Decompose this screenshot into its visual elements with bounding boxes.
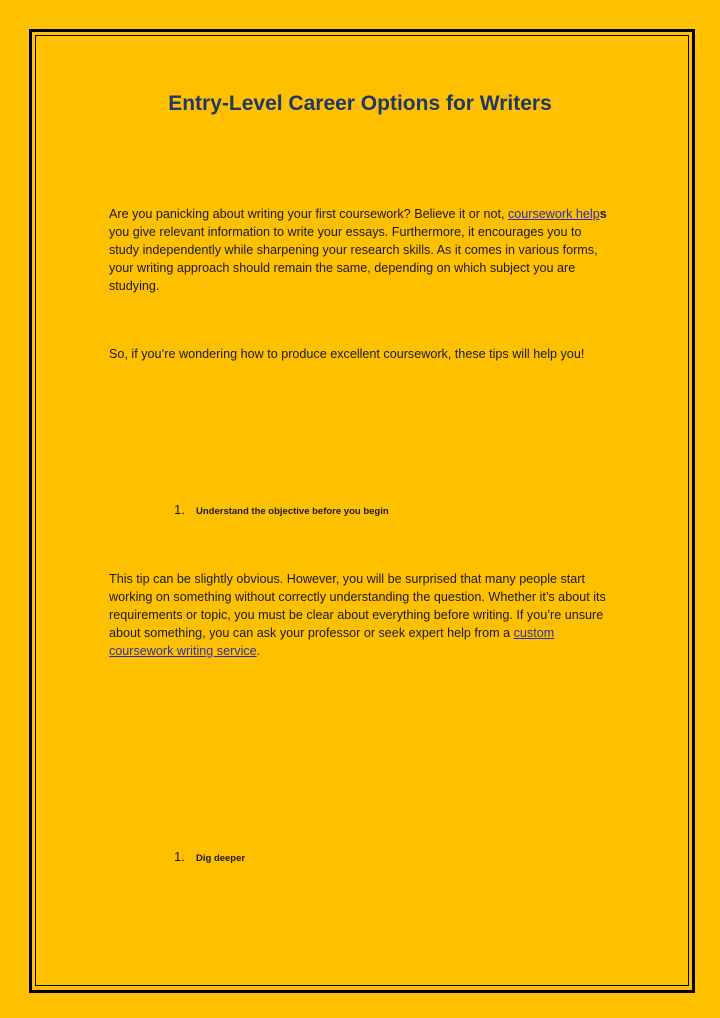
intro-bold-s: s — [599, 207, 607, 221]
page-title: Entry-Level Career Options for Writers — [168, 92, 552, 115]
objective-text-end: . — [256, 644, 261, 658]
intro-paragraph — [109, 205, 614, 295]
custom-coursework-service-link[interactable]: custom coursework writing service — [109, 626, 555, 658]
intro-text-end: you give relevant information to write your essays. Furthermore, it encourages you to study independently while sharpening your research skills. As it comes in various forms, your writing approach should remain the same, depending on which subject you are studying. — [109, 225, 598, 293]
list-item-understand-objective — [174, 501, 389, 521]
coursework-help-link[interactable]: coursework help — [508, 207, 600, 221]
tips-intro-paragraph: So, if you’re wondering how to produce excellent coursework, these tips will help you! — [109, 347, 585, 361]
list-number: 1. — [174, 502, 185, 517]
list-item-label: Understand the objective before you begin — [196, 506, 389, 517]
list-item-label: Dig deeper — [196, 853, 246, 864]
objective-text-start: This tip can be slightly obvious. However, you will be surprised that many people start working on something without correctly understanding the question. Whether it’s about its requirements or topic, you must be clear about everything before writing. If you’re unsure about something, you can ask your professor or seek expert help from a — [109, 572, 606, 640]
intro-text-start: Are you panicking about writing your first coursework? Believe it or not, — [109, 207, 508, 221]
list-number: 1. — [174, 849, 185, 864]
list-item-dig-deeper — [174, 848, 245, 868]
objective-paragraph — [109, 570, 614, 660]
